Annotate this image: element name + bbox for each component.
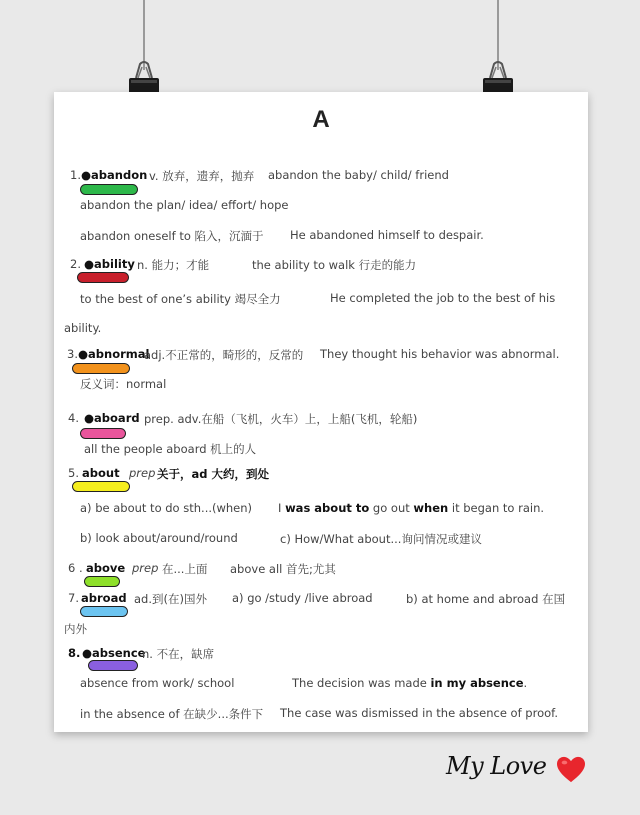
highlight-aboard (80, 428, 126, 439)
highlight-above (84, 576, 120, 587)
highlight-abandon (80, 184, 138, 195)
headword-absence: ●absence (82, 646, 146, 660)
headword-abnormal: ●abnormal (78, 347, 150, 361)
heart-icon (556, 756, 586, 784)
signature-text: My Love (446, 752, 547, 780)
headword-abroad: abroad (81, 591, 127, 605)
highlight-ability (77, 272, 129, 283)
headword-ability: ●ability (84, 257, 135, 271)
highlight-absence (88, 660, 138, 671)
highlight-about (72, 481, 130, 492)
highlight-abnormal (72, 363, 130, 374)
headword-abandon: ●abandon (81, 168, 148, 182)
page-title: A (312, 106, 330, 133)
vocabulary-sheet: A 1. ●abandon v. 放弃，遗弃，抛弃 abandon the baby/ child/ friend abandon the plan/ idea/ effort/ hope abandon oneself to 陷入，沉湎于 He abandoned himself to despair. 2. ●ability n. 能力；才能 the ability to walk 行走的能力 to the best of one’s ability 竭尽全力 He completed the job to the best of his ability. 3. ●abnormal adj.不正常的，畸形的，反常的 They thought his behavior was abnormal. 反义词：normal 4. ●aboard prep. adv.在船（飞机，火车）上，上船(飞机，轮船) all the people aboard 机上的人 5. about prep 关于，ad 大约，到处 a) be about to do sth...(when) I was about to go out when it began to rain. b) look about/around/round c) How/What about...询问情况或建议 6 . above prep 在...上面 above all 首先;尤其 7. abroad ad.到(在)国外 a) go /study /live abroad b) at home and abroad 在国 内外 8. ●absence n. 不在，缺席 absence from work/ school The decision was made in my absence. in the absence of 在缺少...条件下 The case was dismissed in the absence of proof. (54, 92, 588, 732)
headword-about: about (82, 466, 120, 480)
headword-above: above (86, 561, 126, 575)
headword-aboard: ●aboard (84, 411, 140, 425)
highlight-abroad (80, 606, 128, 617)
